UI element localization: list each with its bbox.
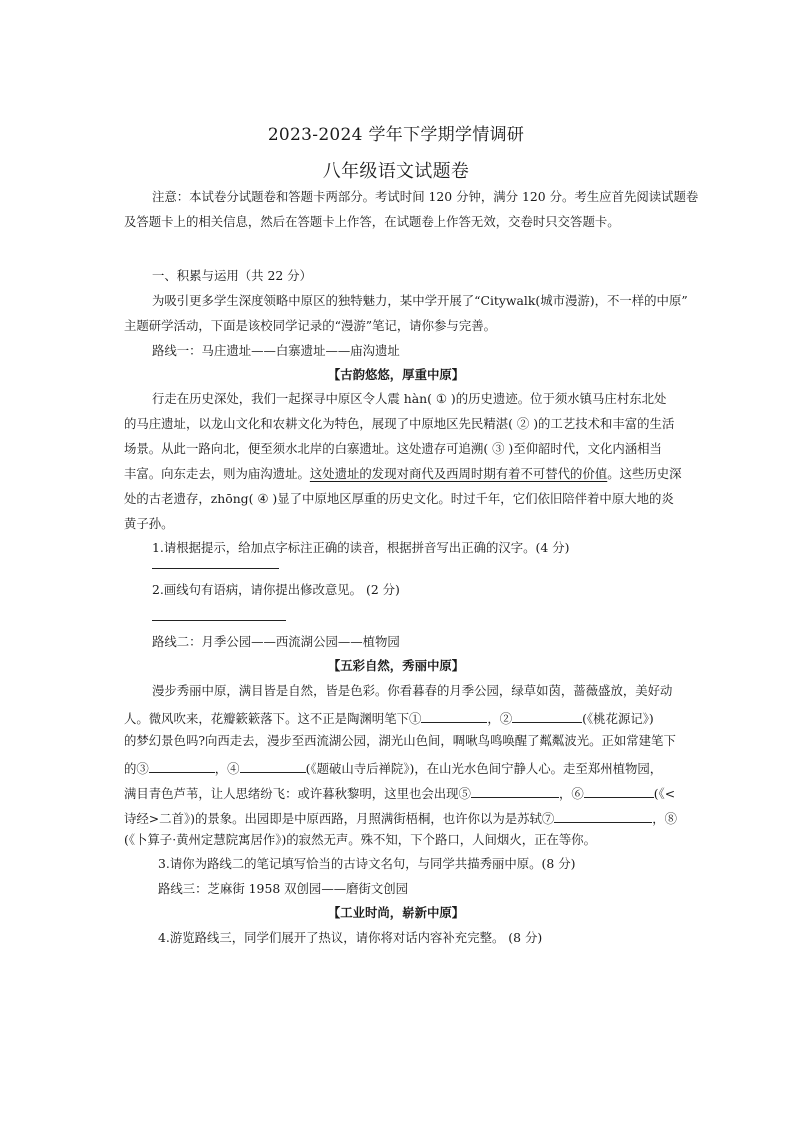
route1-para-line-2: 的马庄遗址，以龙山文化和农耕文化为特色，展现了中原地区先民精湛( ② )的工艺技术和丰富的生活 [124,416,675,431]
route2-para-line-4 [124,760,662,775]
intro-line-2: 主题研学活动，下面是该校同学记录的“漫游”笔记，请你参与完善。 [124,318,496,333]
fill-blank-5[interactable] [471,785,559,798]
section-heading: 一、积累与运用（共 22 分） [152,268,312,283]
intro-line-1: 为吸引更多学生深度领略中原区的独特魅力，某中学开展了“Citywalk(城市漫游)，不一样的中原” [152,293,688,308]
page-title: 2023-2024 学年下学期学情调研 [267,125,525,145]
route2-para-line-7: (《卜算子·黄州定慧院寓居作》)的寂然无声。殊不知，下个路口，人间烟火，正在等你。 [124,832,597,847]
fill-blank-2[interactable] [512,710,582,723]
notice-line-2: 及答题卡上的相关信息，然后在答题卡上作答，在试题卷上作答无效，交卷时只交答题卡。 [124,214,620,229]
fill-blank-7[interactable] [554,810,652,823]
route3-label: 路线三：芝麻街 1958 双创园——磨街文创园 [158,881,409,896]
route2-para-text: ，④ [214,761,240,776]
route2-para-line-6 [124,810,677,825]
question-1: 1.请根据提示，给加点字标注正确的读音，根据拼音写出正确的汉字。(4 分) [152,540,570,555]
route1-para-line-3: 场景。从此一路向北，便至须水北岸的白寨遗址。这处遗存可追溯( ③ )至仰韶时代，文化内涵相当 [124,441,662,456]
route2-para-text: 的③ [124,761,149,776]
page-subtitle: 八年级语文试题卷 [322,161,470,182]
answer-line-1[interactable] [152,568,279,569]
route1-label: 路线一：马庄遗址——白寨遗址——庙沟遗址 [152,343,400,358]
route2-label: 路线二：月季公园——西流湖公园——植物园 [152,634,400,649]
route2-tag: 【五彩自然，秀丽中原】 [327,658,465,673]
question-3: 3.请你为路线二的笔记填写恰当的古诗文名句，与同学共描秀丽中原。(8 分) [158,856,576,871]
route1-para-text: 丰富。向东走去，则为庙沟遗址。 [124,466,310,481]
route1-para-line-6: 黄子孙。 [124,516,174,531]
notice-line-1: 注意：本试卷分试题卷和答题卡两部分。考试时间 120 分钟，满分 120 分。考生应首先阅读试题卷 [152,189,699,204]
question-4: 4.游览路线三，同学们展开了热议，请你将对话内容补充完整。 (8 分) [158,930,543,945]
route2-para-text: (《桃花源记》) [582,711,654,726]
fill-blank-1[interactable] [421,710,487,723]
route1-tag: 【古韵悠悠，厚重中原】 [327,367,465,382]
route2-para-line-2 [124,710,654,725]
route1-para-text: 。这些历史深 [607,466,682,481]
route2-para-line-1: 漫步秀丽中原，满目皆是自然，皆是色彩。你看暮春的月季公园，绿草如茵，蔷薇盛放，美好动 [152,683,673,698]
route2-para-text: 满目青色芦苇，让人思绪纷飞：或许暮秋黎明，这里也会出现⑤ [124,786,471,801]
route2-para-line-3: 的梦幻景色吗?向西走去，漫步至西流湖公园，湖光山色间，啁啾鸟鸣唤醒了粼粼波光。正如常建笔下 [124,733,676,748]
route1-para-line-4 [124,468,682,480]
route2-para-text: (《题破山寺后禅院》)，在山光水色间宁静人心。走至郑州植物园， [305,761,663,776]
route2-para-text: ，⑧ [652,811,678,826]
route1-para-line-1: 行走在历史深处，我们一起探寻中原区令人震 hàn( ① )的历史遗迹。位于须水镇马庄村东北处 [152,391,667,406]
route2-para-text: ，⑥ [558,786,584,801]
route2-para-text: 诗经>二首》)的景象。出园即是中原西路，月照满街梧桐，也许你以为是苏轼⑦ [124,811,555,826]
route2-para-text: 人。微风吹来，花瓣簌簌落下。这不正是陶渊明笔下① [124,711,422,726]
route2-para-text: ，② [487,711,513,726]
route1-para-line-5: 处的古老遗存，zhōng( ④ )显了中原地区厚重的历史文化。时过千年，它们依旧陪伴着中原大地的炎 [124,491,674,506]
fill-blank-4[interactable] [240,760,306,773]
route2-para-line-5 [124,785,675,800]
answer-line-2[interactable] [152,620,286,621]
route2-para-text: (《< [653,786,676,801]
question-2: 2.画线句有语病，请你提出修改意见。 (2 分) [152,582,400,597]
fill-blank-3[interactable] [149,760,215,773]
fill-blank-6[interactable] [584,785,654,798]
underlined-sentence: 这处遗址的发现对商代及西周时期有着不可替代的价值 [309,466,608,481]
route3-tag: 【工业时尚，崭新中原】 [327,905,465,920]
